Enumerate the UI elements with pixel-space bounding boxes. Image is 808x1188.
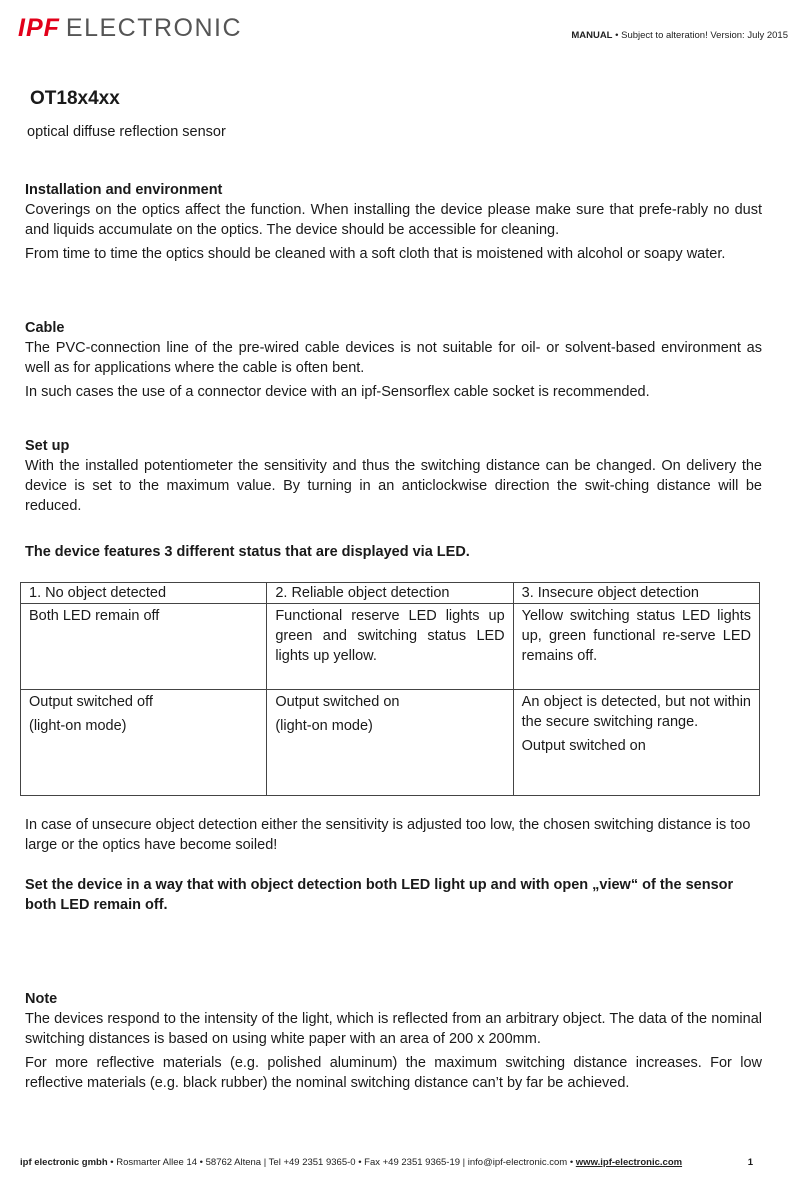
setup-p1: With the installed potentiometer the sensitivity and thus the switching distance can be changed. On delivery the device is set to the maximum value. By turning in an anticlockwise direction the swit-ching distance will be reduced. bbox=[25, 458, 762, 514]
cell-text: Output switched off bbox=[29, 694, 153, 710]
note-p1: The devices respond to the intensity of the light, which is reflected from an arbitrary object. The data of the nominal switching distances is based on using white paper with an area of 200 x 200mm. bbox=[25, 1011, 762, 1047]
setup-section bbox=[25, 436, 762, 520]
table-cell bbox=[267, 604, 513, 690]
installation-p1: Coverings on the optics affect the function. When installing the device please make sure that prefe-rably no dust and liquids accumulate on the optics. The device should be accessible for cleaning. bbox=[25, 202, 762, 238]
footer-address: • Rosmarter Allee 14 • 58762 Altena | Tel +49 2351 9365-0 • Fax +49 2351 9365-19 | info@ipf-electronic.com • bbox=[107, 1157, 576, 1168]
manual-label: MANUAL bbox=[571, 30, 613, 41]
cell-text: Functional reserve LED lights up green and switching status LED lights up yellow. bbox=[275, 608, 505, 664]
page-subtitle: optical diffuse reflection sensor bbox=[27, 124, 226, 140]
table-cell bbox=[21, 690, 267, 796]
cell-text: Both LED remain off bbox=[29, 608, 160, 624]
page-number: 1 bbox=[747, 1157, 753, 1168]
table-cell bbox=[513, 604, 759, 690]
footer-company: ipf electronic gmbh bbox=[20, 1157, 108, 1168]
installation-p2: From time to time the optics should be cleaned with a soft cloth that is moistened with alcohol or soapy water. bbox=[25, 246, 726, 262]
cell-text: (light-on mode) bbox=[275, 718, 373, 734]
table-header-cell: 3. Insecure object detection bbox=[513, 583, 759, 604]
logo-word: ELECTRONIC bbox=[65, 14, 243, 42]
table-cell bbox=[267, 690, 513, 796]
device-setting-text: Set the device in a way that with object detection both LED light up and with open „view“ of the sensor both LED remain off. bbox=[25, 877, 734, 913]
table-header-cell: 2. Reliable object detection bbox=[267, 583, 513, 604]
cable-p1: The PVC-connection line of the pre-wired cable devices is not suitable for oil- or solvent-based environment as well as for applications where the cable is often bent. bbox=[25, 340, 762, 376]
table-row bbox=[21, 690, 760, 796]
version-text: • Subject to alteration! Version: July 2015 bbox=[615, 30, 788, 41]
note-p2: For more reflective materials (e.g. polished aluminum) the maximum switching distance increases. For low reflective materials (e.g. black rubber) the nominal switching distance can’t by far be achieved. bbox=[25, 1055, 762, 1091]
cell-text: Output switched on bbox=[521, 738, 646, 754]
setup-heading: Set up bbox=[25, 438, 70, 454]
status-intro: The device features 3 different status that are displayed via LED. bbox=[25, 544, 470, 560]
table-header-cell: 1. No object detected bbox=[21, 583, 267, 604]
installation-heading: Installation and environment bbox=[25, 182, 223, 198]
table-cell bbox=[513, 690, 759, 796]
installation-section bbox=[25, 180, 762, 268]
logo-brand: IPF bbox=[18, 14, 60, 42]
status-table bbox=[20, 582, 760, 796]
cable-section bbox=[25, 318, 762, 406]
cell-text: Yellow switching status LED lights up, green functional re-serve LED remains off. bbox=[521, 608, 751, 664]
header-version bbox=[571, 30, 788, 41]
note-heading: Note bbox=[25, 991, 58, 1007]
ipf-logo bbox=[18, 14, 242, 43]
table-cell bbox=[21, 604, 267, 690]
table-row bbox=[21, 604, 760, 690]
footer-website-link[interactable]: www.ipf-electronic.com bbox=[575, 1157, 683, 1168]
after-table-section bbox=[25, 815, 762, 919]
page-title: OT18x4xx bbox=[30, 88, 120, 109]
cell-text: An object is detected, but not within the secure switching range. bbox=[521, 694, 751, 730]
note-section bbox=[25, 989, 762, 1097]
cell-text: (light-on mode) bbox=[29, 718, 127, 734]
table-header-row bbox=[21, 583, 760, 604]
cell-text: Output switched on bbox=[275, 694, 400, 710]
footer bbox=[20, 1157, 757, 1168]
cable-heading: Cable bbox=[25, 320, 65, 336]
cable-p2: In such cases the use of a connector device with an ipf-Sensorflex cable socket is recommended. bbox=[25, 384, 650, 400]
unsecure-detection-text: In case of unsecure object detection either the sensitivity is adjusted too low, the chosen switching distance is too large or the optics have become soiled! bbox=[25, 817, 751, 853]
